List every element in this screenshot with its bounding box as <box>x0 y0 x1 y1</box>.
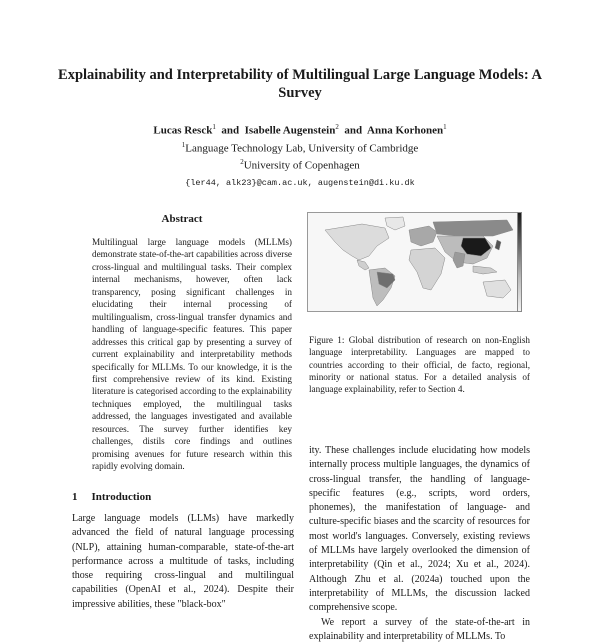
affiliation-text: University of Copenhagen <box>243 159 360 172</box>
section-number: 1 <box>72 491 78 503</box>
central-america-shape <box>357 260 369 270</box>
intro-paragraph-left: Large language models (LLMs) have markedly advanced the field of natural language processing (NLP), attaining human-comparable, state-of-the-art performance across a multitude of tasks, including those requiring cross-lingual and multilingual capabilities (OpenAI et al., 2024). Despite their impressive abilities, these "black-box" <box>72 513 294 610</box>
africa-shape <box>409 248 445 290</box>
author-names <box>40 120 560 138</box>
affiliation-number: 1 <box>181 140 186 149</box>
author-name: Lucas Resck <box>153 124 213 137</box>
affiliation-line <box>40 155 560 173</box>
author-affiliation-mark: 1 <box>212 123 216 131</box>
section-title: Introduction <box>91 491 152 503</box>
author-affiliation-mark: 1 <box>443 123 447 131</box>
section-heading <box>72 491 165 503</box>
paper-title: Explainability and Interpretability of Multilingual Large Language Models: A Survey <box>58 67 542 101</box>
author-affiliation-mark: 2 <box>335 123 339 131</box>
russia-shape <box>433 220 513 236</box>
abstract-heading: Abstract <box>161 213 203 225</box>
world-map <box>307 212 521 312</box>
author-conjunction: and <box>344 124 363 137</box>
north-america-shape <box>325 224 389 260</box>
india-shape <box>453 252 465 268</box>
author-name: Isabelle Augenstein <box>244 124 336 137</box>
greenland-shape <box>385 217 405 230</box>
southeast-asia-shape <box>473 266 497 274</box>
world-map-figure <box>307 212 528 312</box>
australia-shape <box>483 280 511 298</box>
author-emails: {ler44, alk23}@cam.ac.uk, augenstein@di.ku.dk <box>185 177 415 188</box>
affiliation-line <box>40 138 560 156</box>
affiliation-text: Language Technology Lab, University of Cambridge <box>185 142 419 155</box>
intro-text-right <box>309 444 530 644</box>
intro-paragraph-right-2: We report a survey of the state-of-the-art in explainability and interpretability of MLLMs. To <box>309 616 530 642</box>
abstract-text: Multilingual large language models (MLLMs) demonstrate state-of-the-art capabilities across diverse cross-lingual and multilingual tasks. Their complex internal mechanisms, however, often lack transparency, posing significant challenges in elucidating their internal processing of multilingualism, cross-lingual transfer dynamics and handling of language-specific features. This paper addresses this critical gap by presenting a survey of current explainability and interpretability methods specifically for MLLMs. To our knowledge, it is the first comprehensive review of its kind. Existing literature is categorised according to the explainability techniques employed, the multilingual tasks addressed, the languages investigated and available resources. The survey further identifies key challenges, distils core findings and outlines promising avenues for future research within this rapidly evolving domain. <box>92 237 293 472</box>
authors-block <box>40 120 560 190</box>
europe-shape <box>409 226 437 246</box>
author-name: Anna Korhonen <box>367 124 444 137</box>
figure-caption: Figure 1: Global distribution of research on non-English language interpretability. Languages are mapped to countries according to their official, de facto, regional, minority or national status. For a detailed analysis of language explainability, refer to Section 4. <box>309 335 530 395</box>
japan-shape <box>495 240 501 250</box>
affiliation-number: 2 <box>240 158 244 167</box>
intro-paragraph-right: ity. These challenges include elucidating how models internally process multiple languages, the dynamics of cross-lingual transfer, the handling of language-specific features (e.g., scripts, word orders, phonemes), the manifestation of language- and culture-specific biases and the scarcity of resources for most world's languages. Conversely, existing reviews of MLLMs have largely overlooked the dimension of interpretability (Qin et al., 2024; Xu et al., 2024). Although Zhu et al. (2024a) touched upon the interpretability of MLLMs, the discussion lacked comprehensive scope. <box>309 445 530 614</box>
author-conjunction: and <box>221 124 240 137</box>
map-colorbar <box>517 212 522 312</box>
